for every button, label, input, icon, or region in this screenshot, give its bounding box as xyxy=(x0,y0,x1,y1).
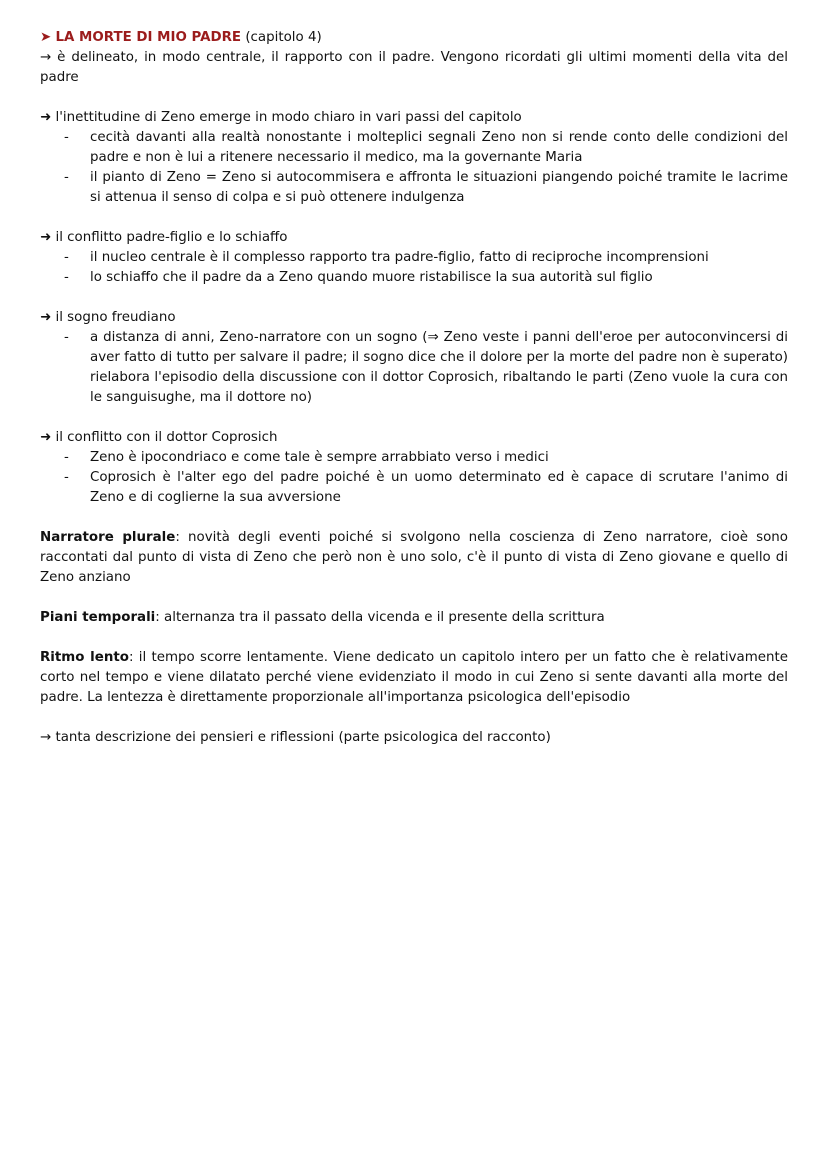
list-item: - Zeno è ipocondriaco e come tale è sempre arrabbiato verso i medici xyxy=(40,448,788,468)
paragraph-text: : alternanza tra il passato della vicenda e il presente della scrittura xyxy=(155,610,605,625)
paragraph-label: Piani temporali xyxy=(40,610,156,625)
paragraph-label: Narratore plurale xyxy=(40,530,176,545)
bullet-list xyxy=(40,128,788,208)
section-conflitto-coprosich xyxy=(40,428,788,508)
section-heading: ➜ il conflitto padre-figlio e lo schiaffo xyxy=(40,230,288,245)
paragraph-ritmo-lento xyxy=(40,648,788,708)
list-item: - il pianto di Zeno = Zeno si autocommisera e affronta le situazioni piangendo poiché tramite le lacrime si attenua il senso di colpa e si può ottenere indulgenza xyxy=(64,170,788,205)
dash-icon: - xyxy=(64,330,69,345)
dash-icon: - xyxy=(64,130,69,145)
section-conflitto-padre-figlio xyxy=(40,228,788,288)
paragraph-narratore-plurale xyxy=(40,528,788,588)
list-item: - Coprosich è l'alter ego del padre poiché è un uomo determinato ed è capace di scrutare l'animo di Zeno e di coglierne la sua avversione xyxy=(64,470,788,505)
bullet-list xyxy=(40,448,788,508)
chapter-subtitle: (capitolo 4) xyxy=(245,30,322,45)
section-heading: ➜ l'inettitudine di Zeno emerge in modo chiaro in vari passi del capitolo xyxy=(40,110,522,125)
dash-icon: - xyxy=(64,170,69,185)
chapter-title-line xyxy=(40,28,788,48)
list-item: - a distanza di anni, Zeno-narratore con un sogno (⇒ Zeno veste i panni dell'eroe per autoconvincersi di aver fatto di tutto per salvare il padre; il sogno dice che il dolore per la morte del padre non è superato) rielabora l'episodio della discussione con il dottor Coprosich, ribaltando le parti (Zeno vuole la cura con le sanguisughe, ma il dottore no) xyxy=(64,330,788,405)
bullet-list xyxy=(40,328,788,408)
chapter-intro: → è delineato, in modo centrale, il rapporto con il padre. Vengono ricordati gli ultimi momenti della vita del padre xyxy=(40,50,788,85)
list-item: - lo schiaffo che il padre da a Zeno quando muore ristabilisce la sua autorità sul figlio xyxy=(40,268,788,288)
document-page xyxy=(40,28,788,748)
paragraph-piani-temporali xyxy=(40,608,788,628)
dash-icon: - xyxy=(64,450,69,465)
list-item: - il nucleo centrale è il complesso rapporto tra padre-figlio, fatto di reciproche incomprensioni xyxy=(40,248,788,268)
section-inettitudine xyxy=(40,108,788,208)
paragraph-text: : novità degli eventi poiché si svolgono nella coscienza di Zeno narratore, cioè sono raccontati dal punto di vista di Zeno che però non è uno solo, c'è il punto di vista di Zeno giovane e quello di Zeno anziano xyxy=(40,530,788,585)
dash-icon: - xyxy=(64,270,69,285)
dash-icon: - xyxy=(64,250,69,265)
section-heading: ➜ il sogno freudiano xyxy=(40,310,176,325)
paragraph-label: Ritmo lento xyxy=(40,650,129,665)
list-item: - cecità davanti alla realtà nonostante i molteplici segnali Zeno non si rende conto delle condizioni del padre e non è lui a ritenere necessario il medico, ma la governante Maria xyxy=(64,130,788,165)
arrowhead-icon: ➤ xyxy=(40,30,52,45)
section-heading: ➜ il conflitto con il dottor Coprosich xyxy=(40,430,278,445)
section-sogno-freudiano xyxy=(40,308,788,408)
closing-note: → tanta descrizione dei pensieri e riflessioni (parte psicologica del racconto) xyxy=(40,730,551,745)
paragraph-text: : il tempo scorre lentamente. Viene dedicato un capitolo intero per un fatto che è relativamente corto nel tempo e viene dilatato perché viene evidenziato il modo in cui Zeno si sente davanti alla morte del padre. La lentezza è direttamente proporzionale all'importanza psicologica dell'episodio xyxy=(40,650,788,705)
bullet-list xyxy=(40,248,788,288)
dash-icon: - xyxy=(64,470,69,485)
chapter-title: LA MORTE DI MIO PADRE xyxy=(55,30,242,45)
